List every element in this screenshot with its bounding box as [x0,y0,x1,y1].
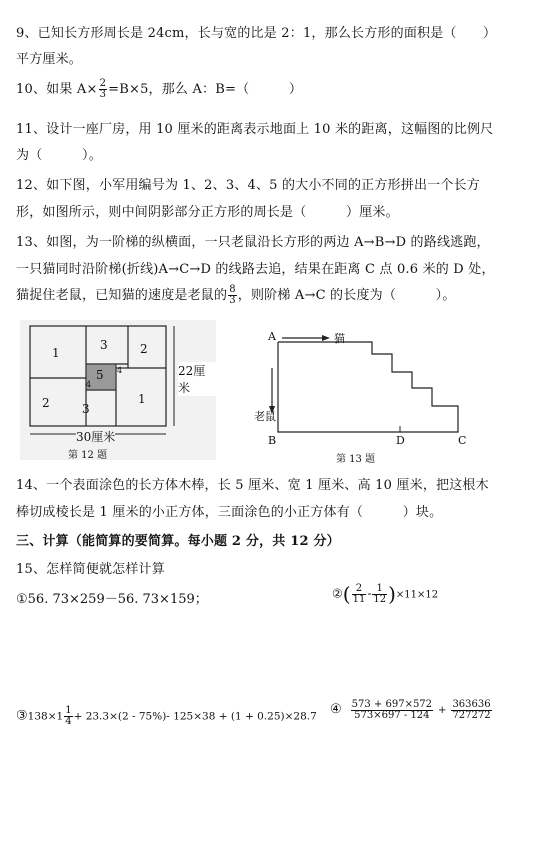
expression-1: ①56. 73×259－56. 73×159； [16,592,208,607]
fig13-label-cat: 猫 [334,332,345,345]
expression-3-part2: + 23.3×(2 - 75%)- 125×38 + (1 + 0.25)×28.7 [73,710,317,723]
fig12-label-2b: 2 [42,396,50,410]
q10-prefix: 10、如果 A× [16,82,98,97]
expression-3 [16,706,317,727]
figure-13-drawing [252,322,472,466]
q13-line1: 13、如图，为一阶梯的纵横面，一只老鼠沿长方形的两边 A→B→D 的路线逃跑， [16,235,490,250]
q13-prefix: 猫捉住老鼠，已知猫的速度是老鼠的 [16,288,228,303]
minus-sign: - [367,586,372,601]
section-3-heading: 三、计算（能简算的要简算。每小题 2 分，共 12 分） [16,534,340,549]
q12-line2: 形，如图所示，则中间阴影部分正方形的周长是（ ）厘米。 [16,205,399,220]
plus-sign: + [438,705,447,716]
fig12-label-2: 2 [140,342,148,356]
q15-title: 15、怎样简便就怎样计算 [16,562,165,577]
expression-3-part1: 138×1 [27,710,64,723]
expression-2-number: ② [332,586,343,601]
q14-line1: 14、一个表面涂色的长方体木棒，长 5 厘米、宽 1 厘米、高 10 厘米，把这根木 [16,478,489,493]
fig13-label-C: C [458,434,467,447]
open-paren: ( [342,582,351,606]
expression-4-fraction-a: $\frac{573 + 697\times 572}{573\times 697 - 124}$ [351,699,433,721]
expression-2-fraction-a: $\frac{2}{11}$ [352,582,366,605]
fig13-caption: 第 13 题 [336,454,376,465]
fig12-label-3b: 3 [82,402,90,416]
q13-line3 [16,284,456,306]
close-paren: ) [388,582,396,606]
fig12-caption: 第 12 题 [68,450,108,461]
expression-4-fraction-b: $\frac{363636}{727272}$ [452,699,491,721]
fig12-width-label: 30厘米 [76,430,116,444]
figure-12 [20,320,216,460]
fig13-label-mouse: 老鼠 [254,410,276,423]
q13-fraction: $\frac{8}{3}$ [229,284,236,306]
q13-suffix: ，则阶梯 A→C 的长度为（ ）。 [237,288,456,303]
q13-line2: 一只猫同时沿阶梯(折线)A→C→D 的线路去追，结果在距离 C 点 0.6 米的 D 处， [16,262,495,277]
fig13-label-B: B [268,434,277,447]
fig12-label-4b: 4 [117,366,123,375]
q10-fraction: $\frac{2}{3}$ [99,78,107,100]
q9-line2: 平方厘米。 [16,52,83,67]
q14-line2: 棒切成棱长是 1 厘米的小正方体，三面涂色的小正方体有（ ）块。 [16,505,443,520]
q12-line1: 12、如下图，小军用编号为 1、2、3、4、5 的大小不同的正方形拼出一个长方 [16,178,480,193]
expression-2-tail: ×11×12 [395,589,439,601]
expression-3-fraction: $\frac{1}{4}$ [65,705,72,727]
q11-line2: 为（ ）。 [16,148,102,163]
fig12-label-5: 5 [96,368,104,382]
fig12-label-1: 1 [52,346,60,360]
expression-4 [330,700,493,721]
q10-suffix: =B×5，那么 A：B=（ ） [108,82,303,97]
expression-2-fraction-b: $\frac{1}{12}$ [373,582,387,605]
fig12-height-label: 22厘米 [178,362,216,396]
expression-4-number: ④ [330,702,342,717]
fig12-label-4a: 4 [86,380,92,389]
fig13-label-D: D [396,434,405,447]
fig12-label-1b: 1 [138,392,146,406]
q11-line1: 11、设计一座厂房，用 10 厘米的距离表示地面上 10 米的距离，这幅图的比例尺 [16,122,494,137]
fig13-label-A: A [268,330,276,343]
expression-2 [332,582,438,606]
figure-13 [252,322,472,466]
fig12-label-3: 3 [100,338,108,352]
expression-3-number: ③ [16,708,28,724]
q10-line [16,78,302,100]
q9-line1: 9、已知长方形周长是 24cm，长与宽的比是 2：1，那么长方形的面积是（ ） [16,26,497,41]
